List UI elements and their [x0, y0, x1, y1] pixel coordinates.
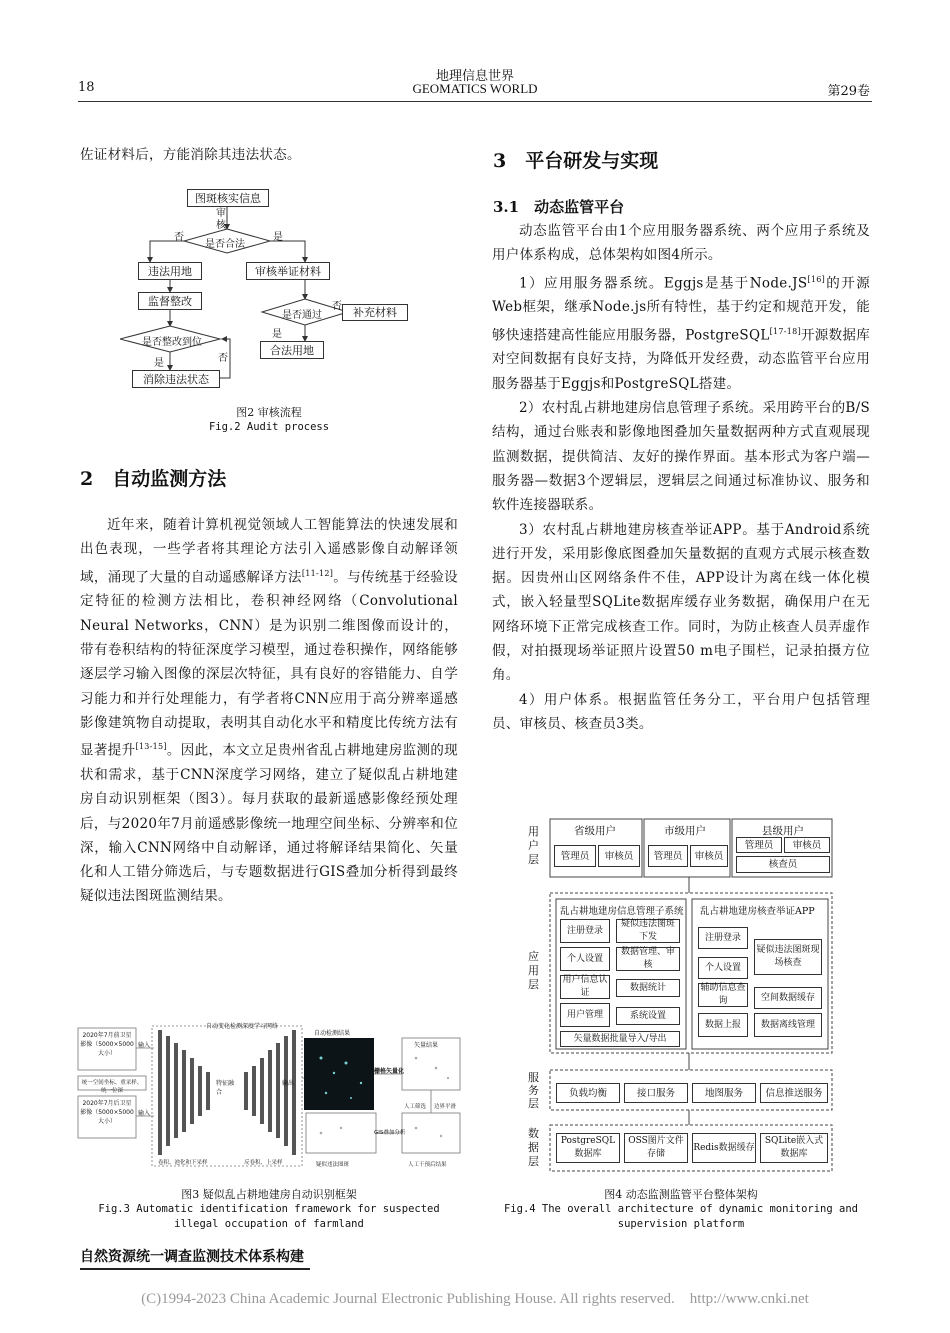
- fig3-filter: 人工筛选: [404, 1104, 427, 1110]
- bottom-banner: 自然资源统一调查监测技术体系构建: [80, 1249, 304, 1265]
- fig4-s3: 个人设置: [560, 947, 610, 971]
- fig4-sv3: 地图服务: [692, 1083, 756, 1103]
- node-review-evidence: 审核举证材料: [246, 262, 330, 280]
- fig4-d3: Redis数据缓存: [692, 1133, 756, 1163]
- fig4-sv4: 信息推送服务: [760, 1083, 828, 1103]
- fig2-caption: [80, 405, 458, 435]
- label-no-2: 否: [332, 301, 342, 312]
- fig4-a5: 空间数据缓存: [754, 987, 822, 1009]
- fig4-d4: SQLite嵌入式数据库: [760, 1133, 828, 1163]
- fig4-s5: 用户信息认证: [560, 975, 610, 999]
- fig4-sv2: 接口服务: [624, 1083, 688, 1103]
- node-spot-info: 图斑核实信息: [187, 189, 269, 207]
- fig4-architecture: [524, 815, 844, 1175]
- left-top-text: 佐证材料后，方能消除其违法状态。: [80, 147, 301, 163]
- fig4-app-title: 乱占耕地建房核查举证APP: [700, 906, 815, 917]
- fig4-city-auditor: 审核员: [690, 845, 728, 867]
- fig4-caption-en-2: supervision platform: [617, 1218, 745, 1230]
- fig3-vectorize: 栅格矢量化: [374, 1068, 405, 1075]
- fig4-city-admin: 管理员: [648, 845, 688, 867]
- section-3-title: 3 平台研发与实现: [493, 150, 659, 172]
- label-yes-2: 是: [272, 329, 282, 340]
- node-illegal-land: 违法用地: [138, 262, 202, 280]
- label-review: 审 核: [216, 208, 226, 231]
- fig2-connectors: [120, 186, 420, 396]
- fig3-fuse: 特征融合: [216, 1080, 235, 1096]
- node-is-legal: 是否合法: [205, 239, 245, 250]
- fig4-layer-data: 数 据 层: [528, 1127, 539, 1168]
- fig4-s2: 疑似违法图斑下发: [616, 919, 680, 943]
- node-is-rectified: 是否整改到位: [142, 337, 202, 348]
- fig4-layer-service: 服 务 层: [528, 1071, 539, 1110]
- fig4-sv1: 负载均衡: [556, 1083, 620, 1103]
- fig4-s1: 注册登录: [560, 919, 610, 943]
- fig4-a7: 数据离线管理: [754, 1013, 822, 1037]
- label-yes-3: 是: [154, 358, 164, 369]
- node-legal-land: 合法用地: [260, 341, 324, 359]
- fig3-smooth: 边界平滑: [434, 1104, 457, 1110]
- fig3-final: 疑似违法图斑: [316, 1162, 350, 1168]
- journal-title-cn: 地理信息世界: [435, 69, 514, 84]
- fig3-caption: [80, 1187, 458, 1232]
- fig4-county-admin: 管理员: [736, 837, 782, 853]
- node-supplement: 补充材料: [342, 304, 408, 321]
- fig4-prov-auditor: 审核员: [598, 845, 640, 867]
- copyright-footer: (C)1994-2023 China Academic Journal Electronic Publishing House. All rights reserved. http://www.cnki.net: [141, 1291, 809, 1307]
- fig3-vector-result: 矢量结果: [414, 1042, 439, 1049]
- label-yes-1: 是: [273, 232, 283, 243]
- fig4-county-auditor: 审核员: [784, 837, 830, 853]
- page-number: 18: [78, 80, 95, 95]
- fig2-caption-en: Fig.2 Audit process: [208, 421, 330, 433]
- fig4-county-checker: 核查员: [736, 856, 830, 873]
- fig3-graphics: [76, 1018, 466, 1178]
- header-rule: [78, 101, 872, 102]
- fig3-gis: GIS叠加分析: [374, 1130, 406, 1136]
- fig4-caption-cn: 图4 动态监测监管平台整体架构: [604, 1188, 758, 1201]
- journal-title-en: GEOMATICS WORLD: [412, 81, 538, 96]
- fig4-s8: 系统设置: [616, 1007, 680, 1025]
- fig3-caption-en-2: illegal occupation of farmland: [174, 1218, 364, 1230]
- fig4-a3: 个人设置: [698, 957, 748, 979]
- fig4-caption: [492, 1187, 870, 1232]
- fig4-s4: 数据管理、审核: [616, 947, 680, 971]
- fig3-caption-cn: 图3 疑似乱占耕地建房自动识别框架: [181, 1188, 357, 1201]
- section-3-1-title: 3.1 动态监管平台: [493, 198, 625, 216]
- fig4-s9: 矢量数据批量导入/导出: [560, 1031, 680, 1047]
- fig4-subsystem-title: 乱占耕地建房信息管理子系统: [560, 906, 684, 917]
- fig2-flowchart: [120, 186, 420, 396]
- section-2-body: 近年来，随着计算机视觉领域人工智能算法的快速发展和出色表现，一些学者将其理论方法引入遥感影像自动解译领域，涌现了大量的自动遥感解译方法[11-12]。与传统基于经验设定特征的检测方法相比，卷积神经网络（Convolutional Neural Networks，CNN）是为识别二维图像而设计的，带有卷积结构的特征深度学习模型，通过卷积操作，网络能够逐层学习输入图像的深层次特征，具有良好的容错能力、自学习能力和并行处理能力，有学者将CNN应用于高分辨率遥感影像建筑物自动提取，表明其自动化水平和精度比传统方法有显著提升[13-15]。因此，本文立足贵州省乱占耕地建房监测的现状和需求，基于CNN深度学习网络，建立了疑似乱占耕地建房自动识别框架（图3）。每月获取的最新遥感影像经预处理后，与2020年7月前遥感影像统一地理空间坐标、分辨率和位深，输入CNN网络中自动解译，通过将解译结果简化、矢量化和人工错分筛选后，与专题数据进行GIS叠加分析得到最终疑似违法图斑监测结果。: [80, 517, 458, 905]
- fig3-net-title: 自动变化检测深度学习网络: [206, 1023, 279, 1030]
- fig3-caption-en-1: Fig.3 Automatic identification framework for suspected: [98, 1203, 440, 1215]
- fig3-img-after: 2020年7月后卫星影像（5000×5000大小）: [80, 1100, 134, 1125]
- section-2-title: 2 自动监测方法: [80, 468, 227, 490]
- section-3-body: 动态监管平台由1个应用服务器系统、两个应用子系统及用户体系构成，总体架构如图4所示。 1）应用服务器系统。Eggjs是基于Node.JS[16]的开源Web框架，继承Node.js所有特性，基于约定和规范开发，能够快速搭建高性能应用服务器，PostgreSQL[17-18]开源数据库对空间数据有良好支持，为降低开发经费，动态监管平台应用服务器基于Eggjs和PostgreSQL搭建。 2）农村乱占耕地建房信息管理子系统。采用跨平台的B/S结构，通过台账表和影像地图叠加矢量数据两种方式直观展现监测数据，提供简洁、友好的操作界面。基本形式为客户端—服务器—数据3个逻辑层，逻辑层之间通过标准协议、服务和软件连接器联系。 3）农村乱占耕地建房核查举证APP。基于Android系统进行开发，采用影像底图叠加矢量数据的直观方式展示核查数据。因贵州山区网络条件不佳，APP设计为离在线一体化模式，嵌入轻量型SQLite数据库缓存业务数据，确保用户在无网络环境下正常完成核查工作。同时，为防止核查人员弄虚作假，对拍摄现场举证照片设置50 m电子围栏，记录拍摄方位角。 4）用户体系。根据监管任务分工，平台用户包括管理员、审核员、核查员3类。: [492, 223, 870, 732]
- fig4-d2: OSS图片文件存储: [624, 1133, 688, 1163]
- fig3-result: 自动检测结果: [314, 1030, 351, 1037]
- fig4-city: 市级用户: [664, 825, 706, 837]
- fig3-img-before: 2020年7月前卫星影像（5000×5000大小）: [80, 1032, 134, 1057]
- fig3-unify: 统一空间坐标、重采样、统一位深: [81, 1080, 143, 1094]
- fig3-framework: [76, 1018, 466, 1178]
- fig3-output: 输出: [282, 1080, 295, 1087]
- fig4-a1: 注册登录: [698, 927, 748, 949]
- fig4-county: 县级用户: [762, 825, 804, 837]
- label-no-1: 否: [174, 232, 184, 243]
- fig3-manual: 人工干预后结果: [408, 1162, 447, 1168]
- label-no-3: 否: [218, 353, 228, 364]
- fig4-s6: 数据统计: [616, 979, 680, 997]
- fig4-layer-user: 用 户 层: [528, 825, 539, 866]
- fig4-layer-app: 应 用 层: [528, 950, 539, 991]
- fig4-d1: PostgreSQL数据库: [556, 1133, 620, 1163]
- fig4-s7: 用户管理: [560, 1003, 610, 1027]
- bottom-banner-rule: [80, 1268, 310, 1270]
- fig4-prov: 省级用户: [574, 825, 616, 837]
- fig4-prov-admin: 管理员: [554, 845, 596, 867]
- volume: 第29卷: [827, 84, 870, 99]
- fig4-a6: 数据上报: [698, 1013, 748, 1037]
- fig4-a4: 辅助信息查询: [698, 983, 748, 1007]
- fig4-a2: 疑似违法图斑现场核查: [754, 939, 822, 975]
- node-supervise-rectify: 监督整改: [138, 292, 202, 310]
- node-clear-illegal: 消除违法状态: [132, 370, 220, 388]
- fig3-conv: 卷积、池化和下采样: [158, 1160, 208, 1166]
- fig3-input-2: 输入: [138, 1110, 151, 1117]
- node-is-passed: 是否通过: [282, 310, 322, 321]
- fig3-input-1: 输入: [138, 1042, 151, 1049]
- fig2-caption-cn: 图2 审核流程: [236, 406, 302, 419]
- fig4-caption-en-1: Fig.4 The overall architecture of dynamic monitoring and: [503, 1203, 858, 1215]
- fig3-deconv: 反卷积、上采样: [244, 1160, 283, 1166]
